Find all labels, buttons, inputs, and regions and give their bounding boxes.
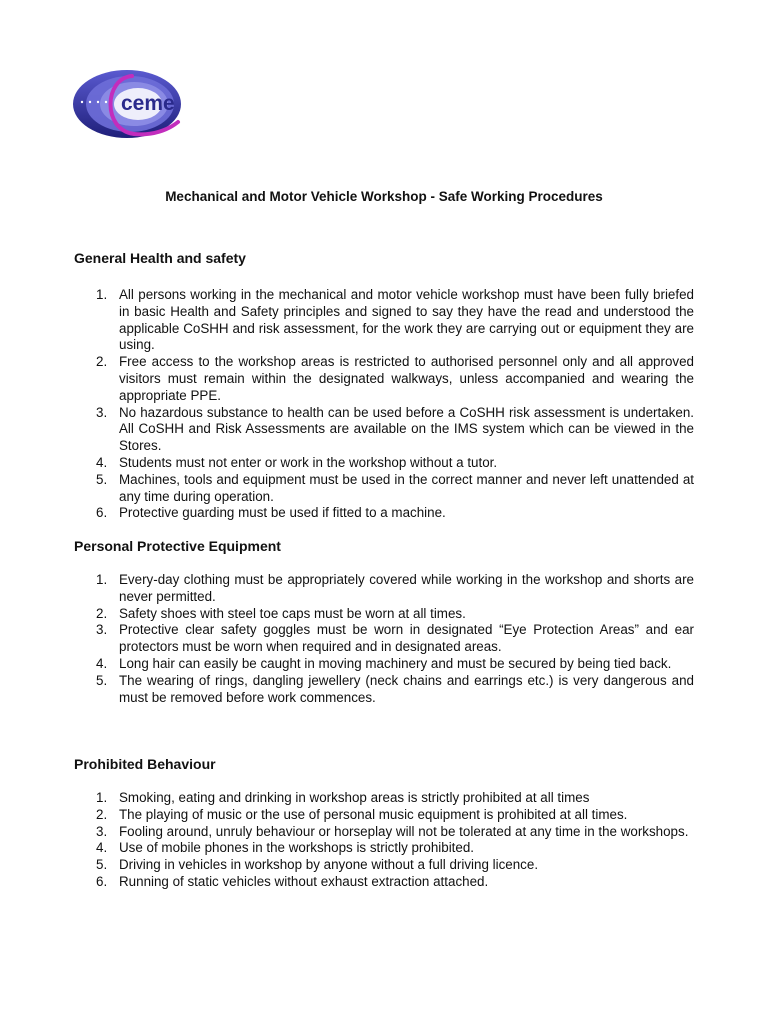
section-heading-general-health: General Health and safety bbox=[74, 250, 246, 266]
list-item: 2. Safety shoes with steel toe caps must be worn at all times. bbox=[96, 605, 466, 621]
list-item: 1. Smoking, eating and drinking in workshop areas is strictly prohibited at all times bbox=[96, 790, 590, 805]
list-item: 2. The playing of music or the use of personal music equipment is prohibited at all times. bbox=[96, 806, 628, 822]
list-general-health bbox=[74, 287, 694, 522]
list-item: 6. Running of static vehicles without exhaust extraction attached. bbox=[96, 873, 489, 889]
list-item: 4. Use of mobile phones in the workshops is strictly prohibited. bbox=[96, 840, 475, 856]
list-item: 3. No hazardous substance to health can be used before a CoSHH risk assessment is undertaken. All CoSHH and Risk Assessments are available on the IMS system which can be viewed in the Stores. bbox=[96, 404, 694, 454]
list-item: 5. Machines, tools and equipment must be used in the correct manner and never left unattended at any time during operation. bbox=[96, 471, 694, 504]
list-item: 1. All persons working in the mechanical and motor vehicle workshop must have been fully briefed in basic Health and Safety principles and signed to say they have the read and understood the applicable CoSHH and risk assessment, for the work they are carrying out or equipment they are using. bbox=[96, 287, 694, 353]
list-item: 1. Every-day clothing must be appropriately covered while working in the workshop and shorts are never permitted. bbox=[96, 572, 694, 604]
list-item: 4. Students must not enter or work in the workshop without a tutor. bbox=[96, 454, 498, 470]
list-item: 3. Protective clear safety goggles must be worn in designated “Eye Protection Areas” and ear protectors must be worn when required and in designated areas. bbox=[96, 622, 694, 655]
list-item: 3. Fooling around, unruly behaviour or horseplay will not be tolerated at any time in the workshops. bbox=[96, 823, 689, 839]
list-item: 5. The wearing of rings, dangling jewellery (neck chains and earrings etc.) is very dangerous and must be removed before work commences. bbox=[96, 672, 694, 705]
list-item: 6. Protective guarding must be used if fitted to a machine. bbox=[96, 505, 446, 521]
list-item: 2. Free access to the workshop areas is restricted to authorised personnel only and all approved visitors must remain within the designated walkways, unless accompanied and wearing the appropriate PPE. bbox=[96, 354, 694, 403]
document-title: Mechanical and Motor Vehicle Workshop - Safe Working Procedures bbox=[165, 189, 603, 204]
list-ppe bbox=[74, 572, 694, 706]
logo-text: ceme bbox=[121, 92, 175, 115]
list-item: 5. Driving in vehicles in workshop by anyone without a full driving licence. bbox=[96, 857, 539, 873]
list-item: 4. Long hair can easily be caught in moving machinery and must be secured by being tied back. bbox=[96, 655, 672, 671]
section-heading-ppe: Personal Protective Equipment bbox=[74, 538, 281, 554]
section-heading-prohibited: Prohibited Behaviour bbox=[74, 756, 216, 772]
list-prohibited bbox=[74, 790, 694, 891]
ceme-logo bbox=[72, 68, 198, 144]
